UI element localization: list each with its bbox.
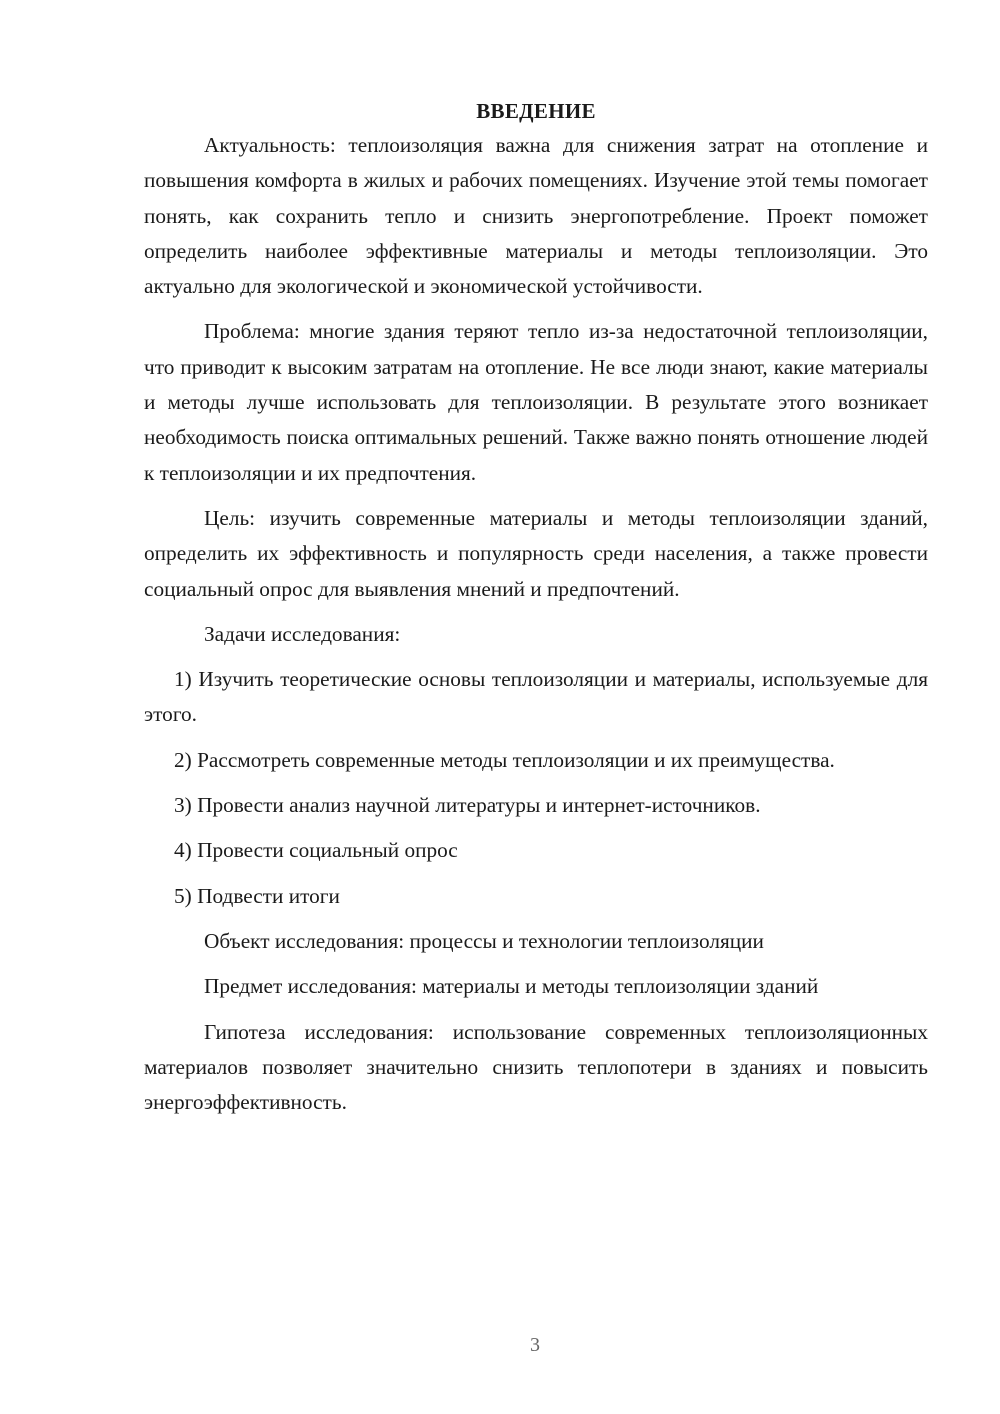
relevance-paragraph: Актуальность: теплоизоляция важна для снижения затрат на отопление и повышения комфорта в жилых и рабочих помещениях. Изучение этой темы помогает понять, как сохранить тепло и снизить энергопотребление. Проект поможет определить наиболее эффективные материалы и методы теплоизоляции. Это актуально для экологической и экономической устойчивости. (144, 133, 928, 299)
research-subject: Предмет исследования: материалы и методы теплоизоляции зданий (204, 974, 819, 999)
goal-paragraph: Цель: изучить современные материалы и методы теплоизоляции зданий, определить их эффективность и популярность среди населения, а также провести социальный опрос для выявления мнений и предпочтений. (144, 505, 928, 601)
task-item: 5) Подвести итоги (174, 883, 340, 908)
task-item: 3) Провести анализ научной литературы и интернет-источников. (174, 793, 761, 818)
document-page (144, 96, 928, 1130)
task-item: 4) Провести социальный опрос (174, 838, 458, 863)
research-object: Объект исследования: процессы и технологии теплоизоляции (204, 928, 764, 953)
task-item: 2) Рассмотреть современные методы теплоизоляции и их преимущества. (174, 747, 835, 772)
page-number: 3 (530, 1334, 540, 1356)
section-heading: ВВЕДЕНИЕ (476, 99, 596, 123)
task-item: 1) Изучить теоретические основы теплоизоляции и материалы, используемые для этого. (144, 667, 928, 727)
problem-paragraph: Проблема: многие здания теряют тепло из-за недостаточной теплоизоляции, что приводит к высоким затратам на отопление. Не все люди знают, какие материалы и методы лучше использовать для теплоизоляции. В результате этого возникает необходимость поиска оптимальных решений. Также важно понять отношение людей к теплоизоляции и их предпочтения. (144, 319, 928, 485)
research-hypothesis: Гипотеза исследования: использование современных теплоизоляционных материалов позволяет значительно снизить теплопотери в зданиях и повысить энергоэффективность. (144, 1019, 928, 1115)
tasks-heading: Задачи исследования: (204, 621, 401, 646)
